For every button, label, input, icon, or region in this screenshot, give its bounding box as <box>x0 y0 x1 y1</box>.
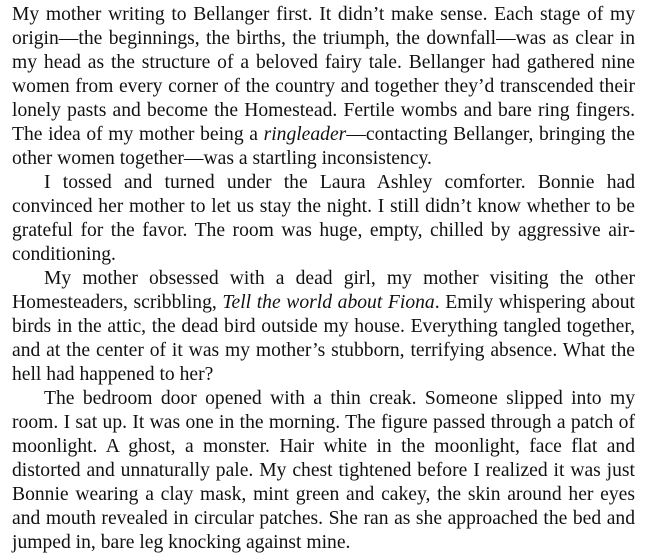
paragraph-4-text: The bedroom door opened with a thin creak. Someone slipped into my room. I sat up. It was one in the morning. The figure passed through a patch of moonlight. A ghost, a monster. Hair white in the moonlight, face flat and distorted and unnaturally pale. My chest tightened before I realized it was just Bonnie wearing a clay mask, mint green and cakey, the skin around her eyes and mouth revealed in circular patches. She ran as she approached the bed and jumped in, bare leg knocking against mine. <box>12 388 635 553</box>
paragraph-2-text: I tossed and turned under the Laura Ashley comforter. Bonnie had convinced her mother to let us stay the night. I still didn’t know whether to be grateful for the favor. The room was huge, empty, chilled by aggressive air-conditioning. <box>12 172 635 265</box>
paragraph-4 <box>12 387 635 555</box>
paragraph-3-italic-title: Tell the world about Fiona <box>222 292 435 313</box>
paragraph-3-text-b: . Emily whispering about birds in the attic, the dead bird outside my house. Everything tangled together, and at the center of it was my mother’s stubborn, terrifying absence. What the hell had happened to her? <box>12 292 635 385</box>
paragraph-1-text-a: My mother writing to Bellanger first. It didn’t make sense. Each stage of my origin—the beginnings, the births, the triumph, the downfall—was as clear in my head as the structure of a beloved fairy tale. Bellanger had gathered nine women from every corner of the country and together they’d transcended their lonely pasts and become the Homestead. Fertile wombs and bare ring fingers. The idea of my mother being a <box>12 4 635 145</box>
paragraph-2 <box>12 171 635 267</box>
paragraph-1 <box>12 3 635 171</box>
paragraph-3 <box>12 267 635 387</box>
paragraph-1-italic-ringleader: ringleader <box>263 124 347 145</box>
paragraph-3-text-a: My mother obsessed with a dead girl, my mother visiting the other Homesteaders, scribbling, <box>12 268 635 313</box>
paragraph-1-text-b: —contacting Bellanger, bringing the other women together—was a startling inconsistency. <box>12 124 635 169</box>
